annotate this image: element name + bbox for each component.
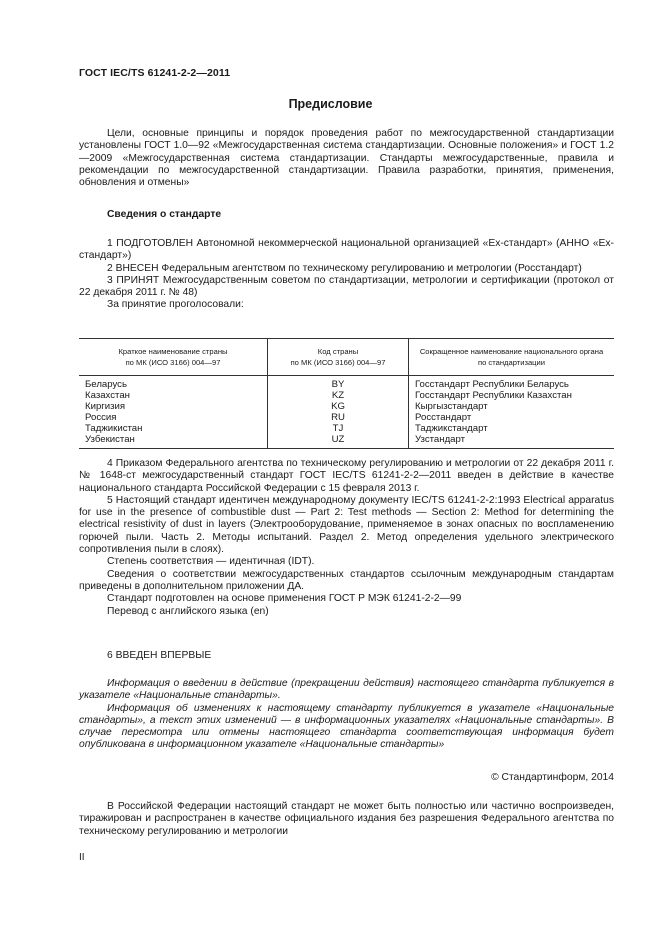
organ-cell: Кыргызстандарт: [409, 401, 615, 412]
copyright-line: © Стандартинформ, 2014: [491, 772, 614, 783]
info-heading: [79, 209, 614, 221]
item-5-identical: 5 Настоящий стандарт идентичен международному документу IEC/TS 61241-2-2:1993 Electrical apparatus for use in the presence of combustible dust — Part 2: Test methods — Section 2: Method for determining the electrical resistivity of dust in layers (Электрооборудование, применяемое в зонах опасных по воспламенению горючей пыли. Часть 2. Методы испытаний. Раздел 2. Метод определения удельного электрического сопротивления пыли в слоях).: [79, 494, 614, 556]
code-cell: BY: [268, 376, 409, 391]
code-cell: TJ: [268, 423, 409, 434]
header-code-line2: по МК (ИСО 3166) 004—97: [290, 358, 386, 367]
header-organ: [409, 339, 615, 376]
item-4-order: 4 Приказом Федерального агентства по техническому регулированию и метрологии от 22 декабря 2011 г. № 1648-ст межгосударственный стандарт ГОСТ IEC/TS 61241-2-2—2011 введен в действие в качестве национального стандарта Российской Федерации с 15 февраля 2013 г.: [79, 458, 614, 494]
country-cell: Таджикистан: [85, 423, 143, 435]
organ-cell: Госстандарт Республики Беларусь: [409, 376, 615, 391]
country-cell: Беларусь: [85, 379, 127, 390]
table-row: [79, 376, 614, 391]
annex-reference: Сведения о соответствии межгосударственных стандартов ссылочным международным стандартам приведены в дополнительном приложении ДА.: [79, 568, 614, 592]
country-cell: Узбекистан: [79, 434, 268, 448]
header-organ-line2: по стандартизации: [477, 358, 546, 367]
header-country-line1: Краткое наименование страны: [118, 347, 228, 356]
standard-info-section: [79, 238, 614, 312]
country-cell: Казахстан: [85, 390, 130, 402]
based-on-standard: Стандарт подготовлен на основе применения ГОСТ Р МЭК 61241-2-2—99: [107, 593, 462, 605]
item-2-submitted: 2 ВНЕСЕН Федеральным агентством по техническому регулированию и метрологии (Росстандарт): [107, 262, 582, 274]
table-row: [79, 390, 614, 401]
notice-introduction: Информация о введении в действие (прекращении действия) настоящего стандарта публикуется в указателе «Национальные стандарты».: [79, 678, 614, 702]
table-row: [79, 434, 614, 448]
code-cell: UZ: [268, 434, 409, 448]
table-row: [79, 401, 614, 412]
organ-cell: Росстандарт: [409, 412, 615, 423]
legal-section: [79, 801, 614, 838]
item-3-adopted: 3 ПРИНЯТ Межгосударственным советом по стандартизации, метрологии и сертификации (протокол от 22 декабря 2011 г. № 48): [79, 274, 614, 299]
country-cell: Киргизия: [85, 401, 126, 413]
table-row: [79, 412, 614, 423]
intro-section: [79, 128, 614, 189]
item-1-prepared: 1 ПОДГОТОВЛЕН Автономной некоммерческой национальной организацией «Ех-стандарт» (АННО «Ех-стандарт»): [79, 238, 614, 262]
voted-label: За принятие проголосовали:: [107, 299, 244, 311]
page-title: Предисловие: [288, 97, 373, 111]
organ-cell: Госстандарт Республики Казахстан: [409, 390, 615, 401]
header-country: [79, 339, 268, 376]
enactment-section: [79, 458, 614, 618]
legal-paragraph: В Российской Федерации настоящий стандарт не может быть полностью или частично воспроизведен, тиражирован и распространен в качестве официального издания без разрешения Федерального агентства по техническому регулированию и метрологии: [79, 801, 614, 837]
header-code: [268, 339, 409, 376]
item-6-section: [79, 650, 614, 662]
organ-cell: Узстандарт: [409, 434, 615, 448]
code-cell: RU: [268, 412, 409, 423]
standard-designation: ГОСТ IEC/TS 61241-2-2—2011: [79, 67, 231, 79]
code-cell: KZ: [268, 390, 409, 401]
header-code-line1: Код страны: [317, 347, 359, 356]
translation-note: Перевод с английского языка (en): [107, 605, 269, 617]
header-organ-line1: Сокращенное наименование национального органа: [419, 347, 604, 356]
country-cell: Россия: [85, 412, 117, 424]
degree-of-correspondence: Степень соответствия — идентичная (IDT).: [107, 556, 315, 568]
table-row: [79, 423, 614, 434]
organ-cell: Таджикстандарт: [409, 423, 615, 434]
publication-notices: [79, 678, 614, 752]
item-6-introduced: 6 ВВЕДЕН ВПЕРВЫЕ: [107, 650, 212, 661]
voting-countries-table: [79, 338, 614, 449]
page-number: II: [79, 852, 85, 863]
code-cell: KG: [268, 401, 409, 412]
info-heading-text: Сведения о стандарте: [107, 209, 222, 220]
table-header-row: [79, 339, 614, 376]
intro-paragraph: Цели, основные принципы и порядок проведения работ по межгосударственной стандартизации установлены ГОСТ 1.0—92 «Межгосударственная система стандартизации. Основные положения» и ГОСТ 1.2—2009 «Межгосударственная система стандартизации. Стандарты межгосударственные, правила и рекомендации по межгосударственной стандартизации. Правила разработки, принятия, применения, обновления и отмены»: [79, 128, 614, 189]
notice-changes: Информация об изменениях к настоящему стандарту публикуется в указателе «Национальные стандарты», а текст этих изменений — в информационных указателях «Национальные стандарты». В случае пересмотра или отмены настоящего стандарта соответствующая информация будет опубликована в информационном указателе «Национальные стандарты»: [79, 702, 614, 751]
header-country-line2: по МК (ИСО 3166) 004—97: [125, 358, 221, 367]
